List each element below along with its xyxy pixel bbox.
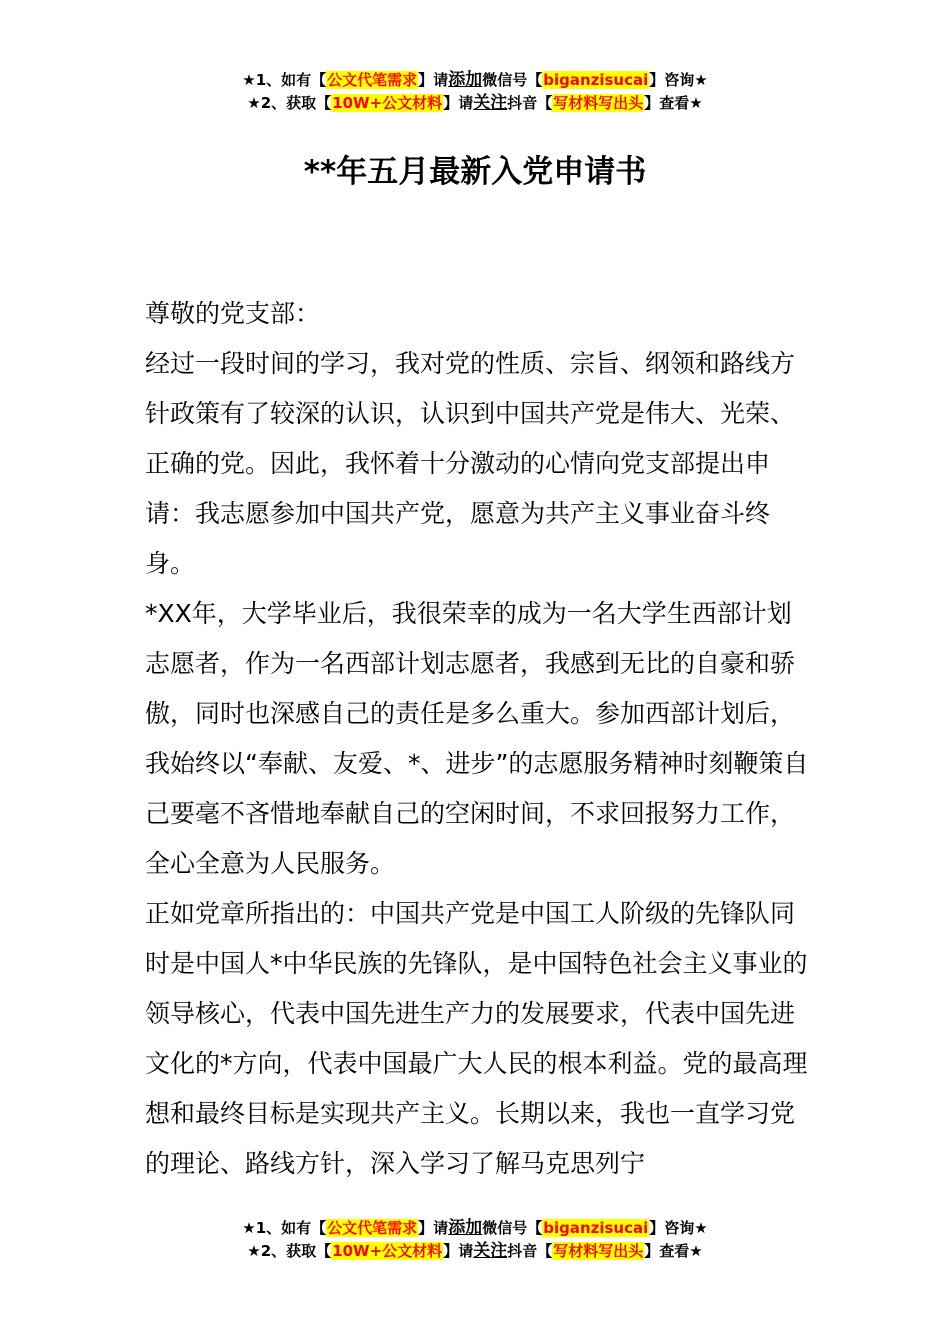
document-title: **年五月最新入党申请书 bbox=[303, 154, 647, 190]
highlight-wechat-id: biganzisucai bbox=[543, 71, 649, 89]
footer-line-2: ★2、获取【10W+公文材料】请关注抖音【写材料写出头】查看★ bbox=[247, 1241, 703, 1261]
highlight-douyin: 写材料写出头 bbox=[553, 94, 644, 112]
banner-line-2: ★2、获取【10W+公文材料】请关注抖音【写材料写出头】查看★ bbox=[247, 93, 703, 113]
paragraph-1: 经过一段时间的学习，我对党的性质、宗旨、纲领和路线方针政策有了较深的认识，认识到中国共产党是伟大、光荣、正确的党。因此，我怀着十分激动的心情向党支部提出申请：我志愿参加中国共产党，愿意为共产主义事业奋斗终身。 bbox=[145, 349, 796, 578]
header-banner bbox=[0, 69, 950, 115]
paragraph-3: 正如党章所指出的：中国共产党是中国工人阶级的先锋队同时是中国人*中华民族的先锋队，是中国特色社会主义事业的领导核心，代表中国先进生产力的发展要求，代表中国先进文化的*方向，代表中国最广大人民的根本利益。党的最高理想和最终目标是实现共产主义。长期以来，我也一直学习党的理论、路线方针，深入学习了解马克思列宁 bbox=[145, 899, 808, 1178]
highlight-materials: 10W+公文材料 bbox=[332, 94, 443, 112]
footer-line-1: ★1、如有【公文代笔需求】请添加微信号【biganzisucai】咨询★ bbox=[242, 1218, 708, 1238]
banner-line-1: ★1、如有【公文代笔需求】请添加微信号【biganzisucai】咨询★ bbox=[242, 70, 708, 90]
document-body bbox=[145, 289, 810, 1189]
salutation: 尊敬的党支部： bbox=[145, 299, 321, 328]
highlight-service: 公文代笔需求 bbox=[327, 71, 418, 89]
paragraph-2: *XX年，大学毕业后，我很荣幸的成为一名大学生西部计划志愿者，作为一名西部计划志愿者，我感到无比的自豪和骄傲，同时也深感自己的责任是多么重大。参加西部计划后，我始终以“奉献、友爱、*、进步”的志愿服务精神时刻鞭策自己要毫不吝惜地奉献自己的空闲时间，不求回报努力工作，全心全意为人民服务。 bbox=[145, 599, 809, 878]
footer-banner bbox=[0, 1217, 950, 1263]
